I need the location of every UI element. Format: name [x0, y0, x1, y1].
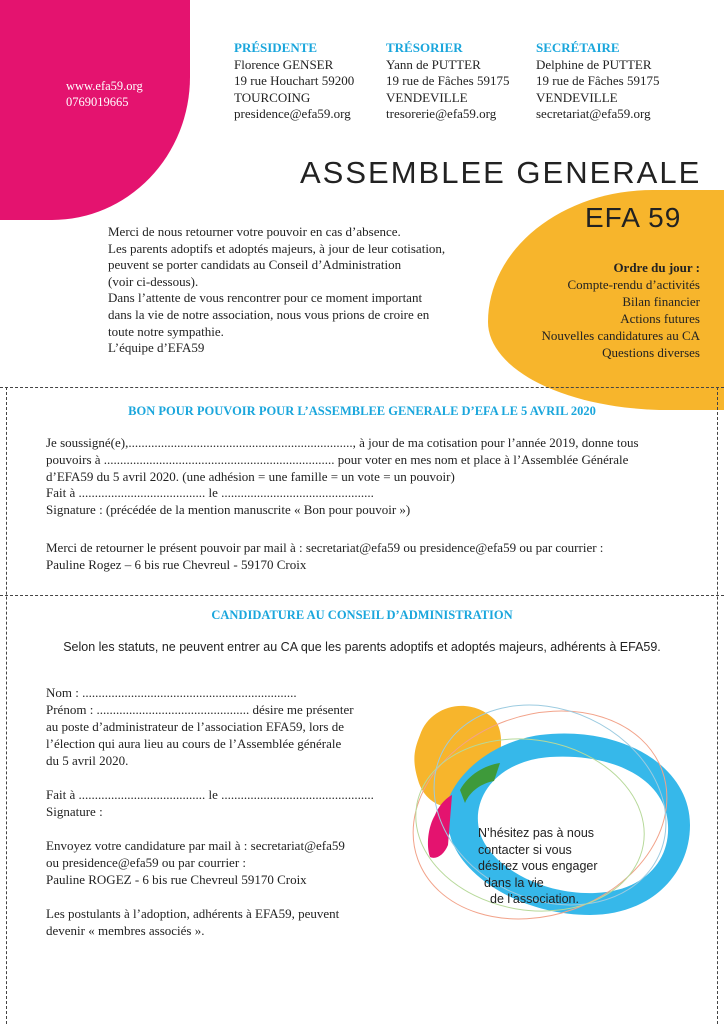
candidacy-form: [46, 684, 376, 939]
officer-address: 19 rue de Fâches 59175: [536, 73, 660, 88]
intro-line: dans la vie de notre association, nous vous prions de croire en: [108, 306, 430, 322]
officer-name: Yann de PUTTER: [386, 56, 481, 72]
officer-city: VENDEVILLE: [536, 89, 618, 105]
cand-send-line: Pauline ROGEZ - 6 bis rue Chevreul 59170 Croix: [46, 872, 307, 887]
intro-text: [108, 224, 493, 357]
proxy-title: BON POUR POUVOIR POUR L’ASSEMBLEE GENERALE D’EFA LE 5 AVRIL 2020: [128, 404, 596, 418]
proxy-return-line: Pauline Rogez – 6 bis rue Chevreul - 59170 Croix: [46, 556, 307, 572]
cand-line: Prénom : ............................................... désire me présenter: [46, 702, 354, 717]
officer-address: 19 rue de Fâches 59175: [386, 73, 510, 88]
officer-secretaire: [536, 40, 659, 123]
proxy-return: [46, 540, 603, 574]
officer-tresorier: [386, 40, 509, 123]
officer-email: presidence@efa59.org: [234, 106, 351, 121]
proxy-form: [46, 435, 639, 519]
intro-line: Merci de nous retourner votre pouvoir en cas d’absence.: [108, 224, 401, 239]
website-contact: [66, 78, 143, 110]
contact-bubble-text: [478, 825, 598, 908]
cand-send-line: Envoyez votre candidature par mail à : secretariat@efa59: [46, 838, 345, 853]
cand-sign-line: Fait à ....................................... le ...............................................: [46, 787, 374, 802]
intro-line: Dans l’attente de vous rencontrer pour ce moment important: [108, 290, 423, 306]
cut-line: [0, 387, 724, 388]
officer-address: 19 rue Houchart 59200: [234, 73, 355, 88]
cand-note-line: devenir « membres associés ».: [46, 923, 205, 938]
proxy-line: d’EFA59 du 5 avril 2020. (une adhésion = une famille = un vote = un pouvoir): [46, 468, 455, 484]
cut-line-right: [717, 387, 718, 1024]
intro-line: Les parents adoptifs et adoptés majeurs, à jour de leur cotisation,: [108, 240, 446, 256]
proxy-line: pouvoirs à ....................................................................... pour voter en mes nom et place à l’Assemblée Générale: [46, 451, 629, 467]
officer-email: secretariat@efa59.org: [536, 106, 651, 121]
website-text: www.efa59.org: [66, 79, 143, 93]
pink-blob-decoration: [0, 0, 190, 220]
main-title: ASSEMBLEE GENERALE: [300, 155, 702, 190]
agenda-item: Questions diverses: [602, 345, 700, 360]
cut-line: [0, 595, 724, 596]
sub-title: EFA 59: [585, 202, 682, 233]
officer-presidente: [234, 40, 354, 123]
proxy-return-line: Merci de retourner le présent pouvoir par mail à : secretariat@efa59 ou presidence@efa59 ou par courrier :: [46, 540, 604, 555]
intro-line: (voir ci-dessous).: [108, 273, 199, 289]
proxy-line: Signature : (précédée de la mention manuscrite « Bon pour pouvoir »): [46, 502, 411, 518]
cut-line-left: [6, 387, 7, 1024]
intro-line: peuvent se porter candidats au Conseil d’Administration: [108, 257, 402, 273]
officer-role: SECRÉTAIRE: [536, 40, 620, 55]
officer-name: Florence GENSER: [234, 56, 334, 72]
agenda-item: Bilan financier: [622, 294, 700, 309]
candidacy-title: CANDIDATURE AU CONSEIL D’ADMINISTRATION: [211, 608, 513, 622]
statuts-text: Selon les statuts, ne peuvent entrer au CA que les parents adoptifs et adoptés majeurs, adhérents à EFA59.: [63, 640, 661, 654]
cand-note-line: Les postulants à l’adoption, adhérents à EFA59, peuvent: [46, 906, 340, 921]
proxy-line: Fait à ....................................... le ...............................................: [46, 485, 374, 501]
agenda-item: Compte-rendu d’activités: [567, 277, 700, 292]
phone-text: 0769019665: [66, 95, 129, 109]
agenda-item: Actions futures: [620, 311, 700, 326]
intro-line: L’équipe d’EFA59: [108, 340, 205, 356]
agenda: [542, 259, 700, 361]
cand-line: du 5 avril 2020.: [46, 753, 129, 768]
cand-sign-line: Signature :: [46, 804, 103, 819]
bubble-line: de l’association.: [490, 892, 579, 906]
officer-city: VENDEVILLE: [386, 89, 468, 105]
bubble-line: contacter si vous: [478, 842, 572, 857]
officer-city: TOURCOING: [234, 89, 311, 105]
agenda-heading: Ordre du jour :: [613, 260, 700, 275]
cand-line: l’élection qui aura lieu au cours de l’Assemblée générale: [46, 736, 342, 751]
proxy-line: Je soussigné(e),....................................................................., à jour de ma cotisation pour l’année 2019, donne tous: [46, 435, 639, 450]
cand-send-line: ou presidence@efa59 ou par courrier :: [46, 855, 247, 870]
officer-email: tresorerie@efa59.org: [386, 106, 497, 121]
intro-line: toute notre sympathie.: [108, 323, 224, 339]
cand-line: au poste d’administrateur de l’association EFA59, lors de: [46, 719, 344, 734]
bubble-line: N’hésitez pas à nous: [478, 826, 595, 840]
agenda-item: Nouvelles candidatures au CA: [541, 328, 700, 343]
bubble-line: désirez vous engager: [478, 859, 598, 873]
officer-name: Delphine de PUTTER: [536, 56, 652, 72]
cand-line: Nom : ..................................................................: [46, 685, 297, 700]
bubble-line: dans la vie: [484, 875, 544, 890]
officer-role: TRÉSORIER: [386, 40, 463, 55]
officer-role: PRÉSIDENTE: [234, 40, 318, 55]
